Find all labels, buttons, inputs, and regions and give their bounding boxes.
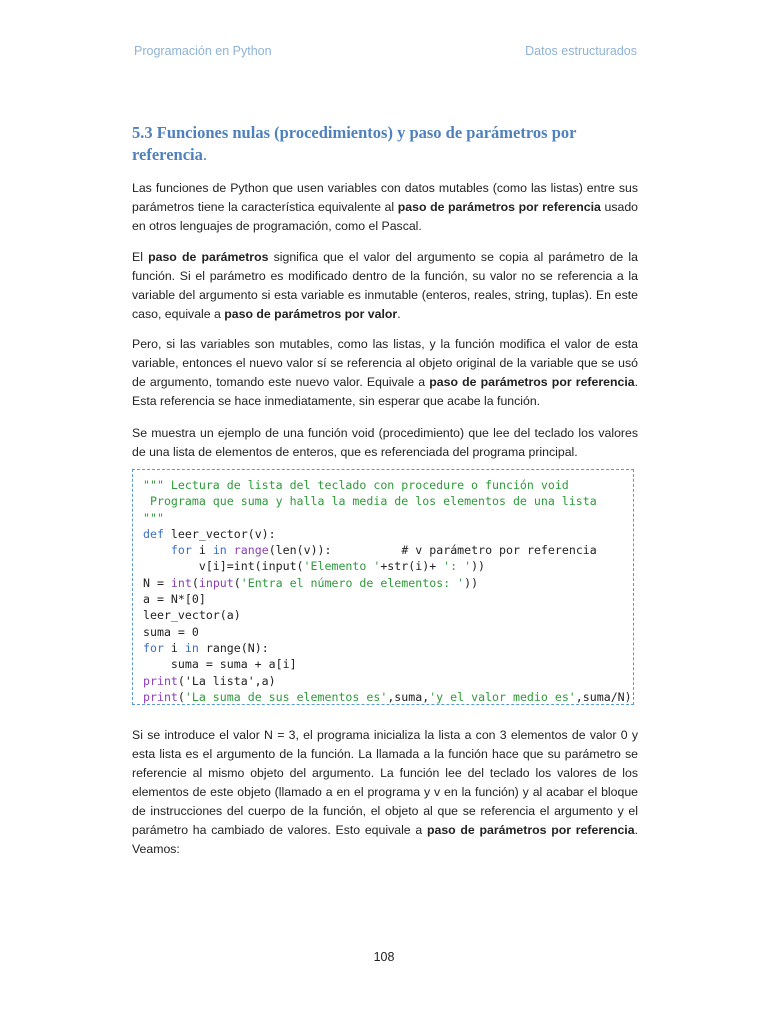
code-line-13: [143, 673, 633, 689]
code-line-10: [143, 624, 633, 640]
paragraph-2: [132, 248, 638, 324]
code-line-6: [143, 558, 633, 574]
section-title-tail: .: [202, 145, 207, 164]
docstring-line-2: Programa que suma y halla la media de los elementos de una lista: [143, 494, 597, 509]
string-literal: 'Elemento ': [303, 559, 381, 574]
running-header-left: Programación en Python: [134, 44, 272, 58]
code-text: range(N):: [198, 640, 269, 655]
code-text: suma = suma + a[i]: [143, 657, 297, 672]
keyword-in: in: [184, 640, 199, 655]
p2-text-a: El: [132, 250, 149, 264]
code-line-9: [143, 607, 633, 623]
section-title-text: 5.3 Funciones nulas (procedimientos) y paso de parámetros por referencia: [132, 123, 577, 164]
running-header-right: Datos estructurados: [525, 44, 637, 58]
docstring-line-1: """ Lectura de lista del teclado con procedure o función void: [143, 478, 569, 492]
page-number: 108: [373, 950, 395, 964]
code-text: ,suma/N): [575, 689, 632, 704]
code-listing: [132, 469, 634, 705]
code-text: +str(i)+: [380, 559, 444, 574]
builtin-input: input: [198, 575, 234, 590]
p2-bold-2: paso de parámetros por valor: [224, 307, 398, 321]
builtin-range: range: [233, 543, 269, 558]
p3-bold: paso de parámetros por referencia: [429, 375, 635, 389]
paragraph-1: [132, 179, 638, 236]
code-line-3: [143, 510, 633, 526]
p5-text-c: . Veamos:: [132, 823, 638, 856]
builtin-print: print: [143, 673, 178, 688]
code-text: (: [233, 575, 241, 590]
p1-text-a: Las funciones de Python que usen variables con datos mutables (como las listas) entre sus parámetros tiene la característica equivalente al: [132, 181, 638, 214]
code-line-2: [143, 493, 633, 509]
code-text: (: [191, 575, 199, 590]
string-literal: 'La suma de sus elementos es': [184, 689, 388, 704]
code-line-8: [143, 591, 633, 607]
code-text: (len(v)):: [268, 543, 332, 558]
code-line-1: [143, 477, 633, 493]
code-space: [332, 543, 402, 557]
code-text: )): [471, 559, 486, 574]
p1-bold: paso de parámetros por referencia: [397, 200, 601, 214]
code-text: leer_vector(v):: [163, 526, 276, 541]
code-text: (: [177, 689, 185, 704]
docstring-line-3: """: [143, 510, 164, 525]
code-line-4: [143, 526, 633, 542]
code-text: ('La lista',a): [177, 673, 276, 688]
p3-text-c: . Esta referencia se hace inmediatamente, sin esperar que acabe la función.: [132, 375, 639, 408]
p4-text: Se muestra un ejemplo de una función void (procedimiento) que lee del teclado los valores de una lista de elementos de enteros, que es referenciada del programa principal.: [132, 426, 638, 459]
code-text: i: [163, 640, 185, 655]
keyword-in: in: [212, 543, 227, 558]
paragraph-3: [132, 335, 638, 411]
keyword-for: for: [143, 640, 164, 655]
paragraph-5: [132, 726, 638, 859]
p2-text-c: significa que el valor del argumento se copia al parámetro de la función. Si el parámetro es modificado dentro de la función, su valor no se referencia a la variable del argumento si esta variable es inmutable (enteros, reales, string, tuplas). En este caso, equivale a: [132, 250, 638, 321]
code-text: leer_vector(a): [143, 608, 241, 623]
code-text: N =: [143, 575, 171, 590]
keyword-def: def: [143, 526, 164, 541]
p2-bold-1: paso de parámetros: [148, 250, 269, 264]
string-literal: ': ': [443, 559, 472, 574]
code-line-7: [143, 575, 633, 591]
string-literal: 'y el valor medio es': [429, 689, 576, 704]
code-text: v[i]=int(input(: [143, 559, 304, 574]
code-space: [227, 543, 234, 557]
p3-text-a: Pero, si las variables son mutables, como las listas, y la función modifica el valor de esta variable, entonces el nuevo valor sí se referencia al objeto original de la variable que se usó de argumento, tomando este nuevo valor. Equivale a: [132, 337, 638, 389]
p5-text-a: Si se introduce el valor N = 3, el programa inicializa la lista a con 3 elementos de valor 0 y esta lista es el argumento de la función. La llamada a la función hace que su parámetro se referencie al mismo objeto del argumento. La función lee del teclado los valores de los elementos de este objeto (llamado a en el programa y v en la función) y al acabar el bloque de instrucciones del cuerpo de la función, el objeto al que se referencia el argumento y el parámetro ha cambiado de valores. Esto equivale a: [132, 728, 638, 837]
p2-text-e: .: [397, 307, 401, 321]
string-literal: 'Entra el número de elementos: ': [240, 575, 465, 590]
p5-bold: paso de parámetros por referencia: [426, 823, 635, 837]
code-line-11: [143, 640, 633, 656]
code-line-12: [143, 656, 633, 672]
builtin-print: print: [143, 689, 178, 704]
code-line-5: [143, 542, 633, 558]
code-text: suma = 0: [143, 624, 199, 639]
p1-text-c: usado en otros lenguajes de programación, como el Pascal.: [132, 200, 639, 233]
code-comment: # v parámetro por referencia: [401, 543, 597, 558]
code-text: )): [464, 575, 479, 590]
section-title: [132, 122, 632, 166]
code-text: ,suma,: [387, 689, 430, 704]
code-line-14: [143, 689, 633, 705]
code-text: a = N*[0]: [143, 592, 206, 607]
paragraph-4: [132, 424, 638, 462]
builtin-int: int: [170, 575, 192, 590]
code-text: i: [191, 543, 213, 558]
keyword-for: for: [170, 543, 192, 558]
code-indent: [143, 543, 171, 557]
